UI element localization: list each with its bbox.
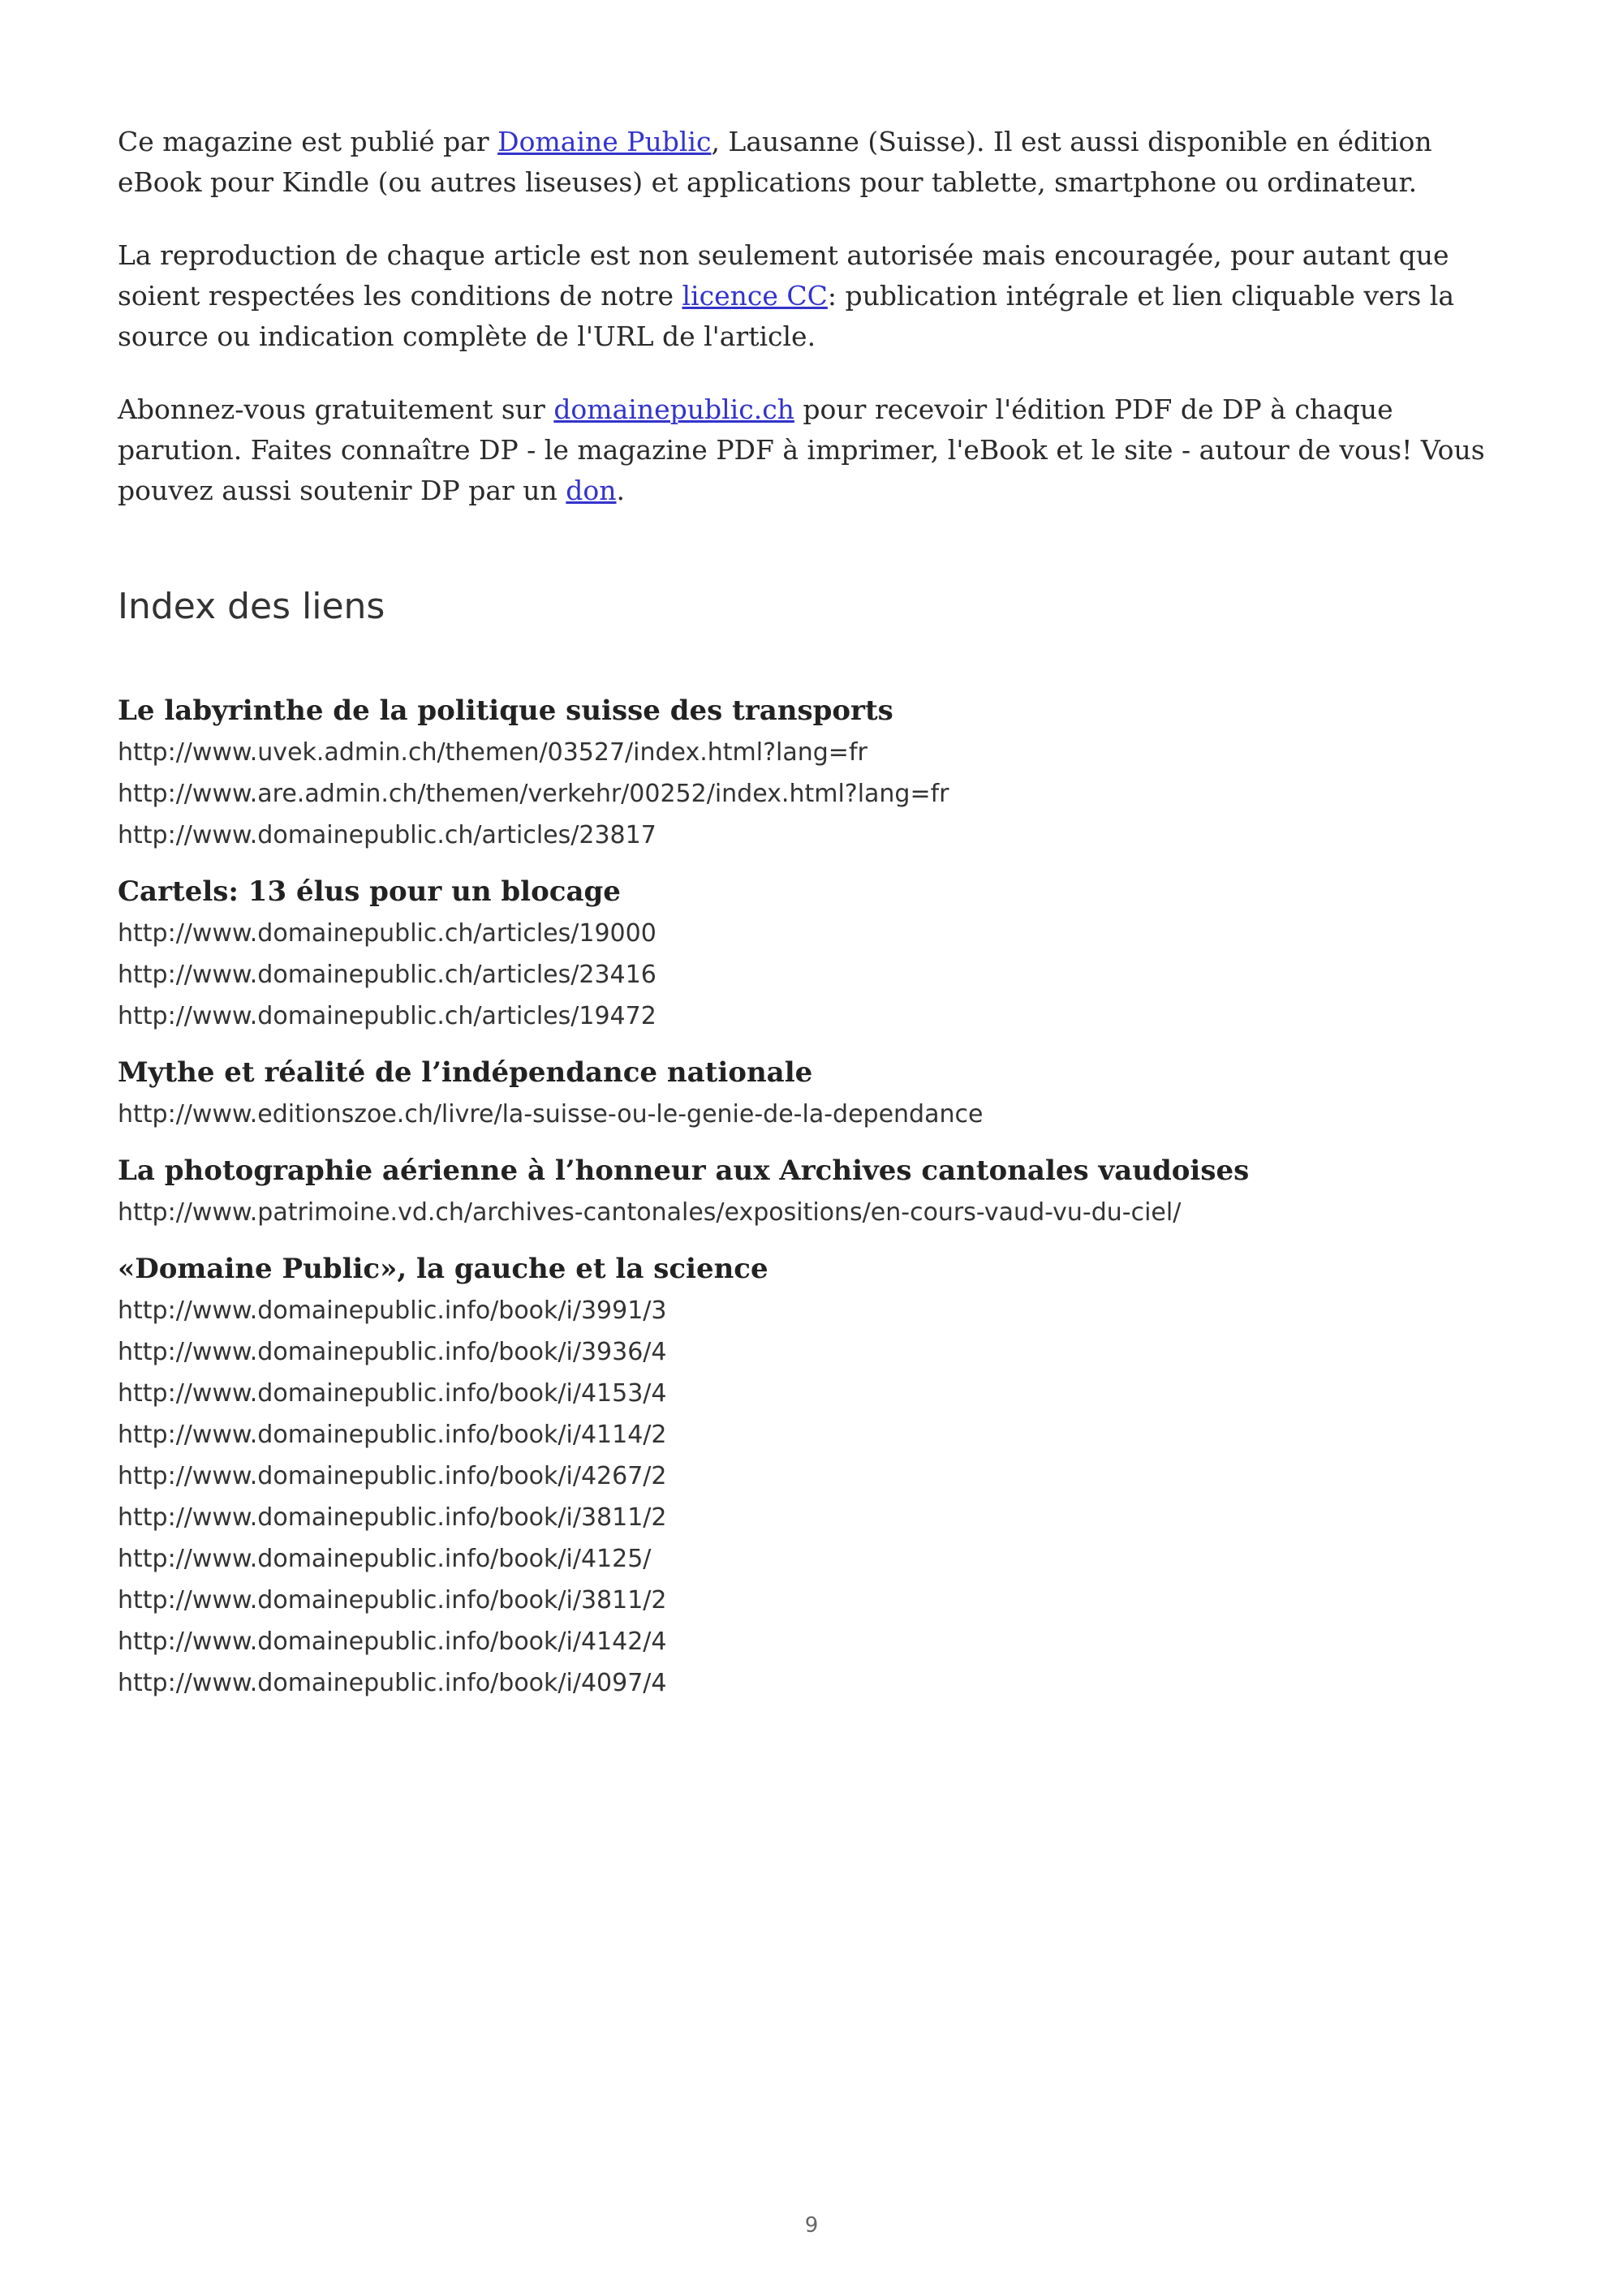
- section-title: Mythe et réalité de l’indépendance nationale: [118, 1056, 813, 1089]
- text: : publication intégrale et lien cliquable vers la source ou indication complète de l'URL de l'article.: [118, 280, 1455, 352]
- index-section: [118, 690, 1513, 856]
- section-title: Le labyrinthe de la politique suisse des transports: [118, 694, 893, 727]
- text: , Lausanne (Suisse). Il est aussi disponible en édition eBook pour Kindle (ou autres liseuses) et applications pour tablette, smartphone ou ordinateur.: [118, 126, 1432, 198]
- link-list: [118, 1192, 1513, 1233]
- url-item[interactable]: http://www.domainepublic.info/book/i/4125/: [118, 1545, 652, 1573]
- don-link[interactable]: don: [566, 475, 617, 506]
- page-number: 9: [804, 2213, 819, 2238]
- url-item[interactable]: http://www.domainepublic.info/book/i/3811/2: [118, 1503, 667, 1532]
- domainepublic-link[interactable]: domainepublic.ch: [553, 393, 794, 425]
- intro-paragraph-publisher: [118, 122, 1513, 203]
- text: .: [616, 475, 626, 506]
- text: Abonnez-vous gratuitement sur: [118, 393, 554, 425]
- section-title: La photographie aérienne à l’honneur aux Archives cantonales vaudoises: [118, 1154, 1250, 1187]
- url-item[interactable]: http://www.domainepublic.info/book/i/3991/3: [118, 1296, 667, 1325]
- url-item[interactable]: http://www.domainepublic.info/book/i/4267/2: [118, 1462, 667, 1490]
- url-item[interactable]: http://www.domainepublic.info/book/i/4097/4: [118, 1669, 667, 1697]
- licence-cc-link[interactable]: licence CC: [682, 280, 828, 312]
- url-item[interactable]: http://www.domainepublic.ch/articles/23817: [118, 821, 657, 849]
- index-heading: Index des liens: [118, 586, 385, 627]
- text: La reproduction de chaque article est non seulement autorisée mais encouragée, pour autant que soient respectées les conditions de notre: [118, 239, 1449, 312]
- document-page: [118, 122, 1513, 1718]
- index-section: [118, 1150, 1513, 1233]
- text: pour recevoir l'édition PDF de DP à chaque parution. Faites connaître DP - le magazine PDF à imprimer, l'eBook et le site - autour de vous! Vous pouvez aussi soutenir DP par un: [118, 393, 1485, 506]
- link-list: [118, 1290, 1513, 1704]
- url-item[interactable]: http://www.domainepublic.info/book/i/4142/4: [118, 1627, 667, 1656]
- intro-paragraph-license: [118, 235, 1513, 357]
- index-section: [118, 1248, 1513, 1704]
- index-sections: [118, 690, 1513, 1704]
- url-item[interactable]: http://www.domainepublic.info/book/i/3936/4: [118, 1338, 667, 1366]
- url-item[interactable]: http://www.domainepublic.info/book/i/3811/2: [118, 1586, 667, 1615]
- index-section: [118, 871, 1513, 1037]
- url-item[interactable]: http://www.domainepublic.ch/articles/19000: [118, 919, 657, 948]
- section-title: «Domaine Public», la gauche et la science: [118, 1253, 768, 1285]
- link-list: [118, 913, 1513, 1037]
- url-item[interactable]: http://www.uvek.admin.ch/themen/03527/index.html?lang=fr: [118, 738, 867, 767]
- url-item[interactable]: http://www.domainepublic.ch/articles/23416: [118, 961, 657, 989]
- url-item[interactable]: http://www.domainepublic.info/book/i/4153/4: [118, 1379, 667, 1408]
- intro-paragraph-subscribe: [118, 389, 1513, 511]
- domaine-public-link[interactable]: Domaine Public: [497, 126, 712, 157]
- link-list: [118, 1094, 1513, 1135]
- url-item[interactable]: http://www.domainepublic.ch/articles/19472: [118, 1002, 657, 1030]
- url-item[interactable]: http://www.patrimoine.vd.ch/archives-cantonales/expositions/en-cours-vaud-vu-du-ciel/: [118, 1198, 1182, 1227]
- section-title: Cartels: 13 élus pour un blocage: [118, 875, 621, 908]
- url-item[interactable]: http://www.are.admin.ch/themen/verkehr/00252/index.html?lang=fr: [118, 780, 949, 808]
- text: Ce magazine est publié par: [118, 126, 498, 157]
- url-item[interactable]: http://www.domainepublic.info/book/i/4114/2: [118, 1421, 667, 1449]
- link-list: [118, 732, 1513, 856]
- index-section: [118, 1051, 1513, 1135]
- url-item[interactable]: http://www.editionszoe.ch/livre/la-suisse-ou-le-genie-de-la-dependance: [118, 1100, 984, 1129]
